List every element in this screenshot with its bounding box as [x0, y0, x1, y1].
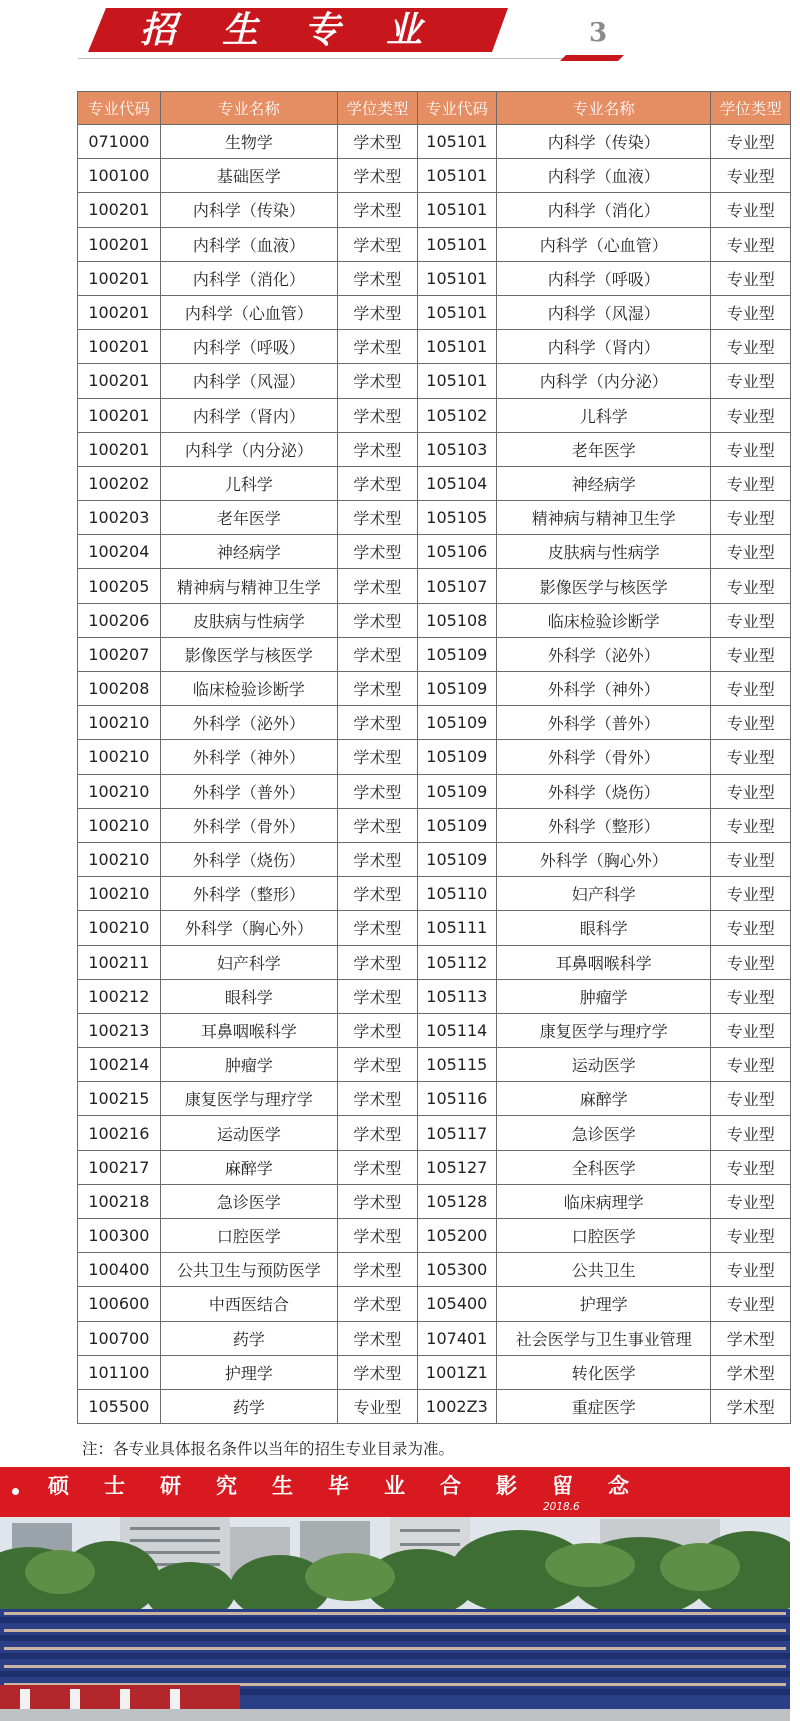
table-cell: 105107	[417, 569, 496, 603]
table-row	[78, 295, 791, 329]
table-cell: 学术型	[338, 911, 417, 945]
table-cell: 100212	[78, 979, 161, 1013]
table-row	[78, 979, 791, 1013]
table-cell: 105101	[417, 193, 496, 227]
table-cell: 临床病理学	[497, 1184, 711, 1218]
table-cell: 妇产科学	[160, 945, 337, 979]
table-cell: 专业型	[711, 911, 791, 945]
table-cell: 专业型	[711, 637, 791, 671]
page-header	[0, 0, 800, 70]
table-cell: 100214	[78, 1048, 161, 1082]
table-cell: 105112	[417, 945, 496, 979]
table-cell: 学术型	[338, 1116, 417, 1150]
table-cell: 专业型	[711, 569, 791, 603]
table-cell: 100215	[78, 1082, 161, 1116]
table-cell: 学术型	[338, 808, 417, 842]
table-cell: 105103	[417, 432, 496, 466]
table-cell: 学术型	[338, 1048, 417, 1082]
table-cell: 学术型	[338, 295, 417, 329]
table-cell: 学术型	[338, 603, 417, 637]
table-row	[78, 1082, 791, 1116]
table-cell: 内科学（肾内）	[160, 398, 337, 432]
table-row	[78, 159, 791, 193]
majors-table	[77, 91, 791, 1424]
table-cell: 105101	[417, 295, 496, 329]
table-row	[78, 1150, 791, 1184]
table-cell: 100201	[78, 330, 161, 364]
table-row	[78, 740, 791, 774]
table-cell: 老年医学	[497, 432, 711, 466]
table-cell: 皮肤病与性病学	[160, 603, 337, 637]
table-cell: 学术型	[338, 672, 417, 706]
table-cell: 100210	[78, 774, 161, 808]
table-cell: 外科学（骨外）	[160, 808, 337, 842]
table-cell: 105109	[417, 842, 496, 876]
table-row	[78, 1321, 791, 1355]
table-cell: 专业型	[711, 842, 791, 876]
table-cell: 105128	[417, 1184, 496, 1218]
table-cell: 外科学（烧伤）	[497, 774, 711, 808]
table-cell: 内科学（内分泌）	[160, 432, 337, 466]
table-cell: 100201	[78, 261, 161, 295]
table-cell: 105101	[417, 159, 496, 193]
table-cell: 100208	[78, 672, 161, 706]
table-cell: 学术型	[338, 1219, 417, 1253]
table-cell: 107401	[417, 1321, 496, 1355]
table-cell: 外科学（普外）	[160, 774, 337, 808]
table-row	[78, 1287, 791, 1321]
table-cell: 100201	[78, 193, 161, 227]
table-cell: 100210	[78, 911, 161, 945]
table-row	[78, 125, 791, 159]
table-cell: 学术型	[338, 1184, 417, 1218]
table-row	[78, 945, 791, 979]
table-cell: 影像医学与核医学	[497, 569, 711, 603]
table-cell: 药学	[160, 1321, 337, 1355]
table-row	[78, 672, 791, 706]
table-cell: 学术型	[338, 842, 417, 876]
table-cell: 内科学（风湿）	[497, 295, 711, 329]
table-cell: 专业型	[711, 501, 791, 535]
table-cell: 公共卫生与预防医学	[160, 1253, 337, 1287]
table-cell: 专业型	[711, 808, 791, 842]
table-cell: 100700	[78, 1321, 161, 1355]
table-cell: 100300	[78, 1219, 161, 1253]
table-cell: 内科学（肾内）	[497, 330, 711, 364]
table-cell: 学术型	[338, 125, 417, 159]
table-cell: 外科学（胸心外）	[160, 911, 337, 945]
table-cell: 专业型	[711, 1184, 791, 1218]
table-cell: 运动医学	[497, 1048, 711, 1082]
table-cell: 100217	[78, 1150, 161, 1184]
table-row	[78, 1355, 791, 1389]
table-cell: 外科学（泌外）	[160, 706, 337, 740]
table-row	[78, 261, 791, 295]
table-cell: 专业型	[711, 364, 791, 398]
table-cell: 学术型	[338, 569, 417, 603]
column-header: 专业代码	[417, 92, 496, 125]
table-row	[78, 603, 791, 637]
table-cell: 生物学	[160, 125, 337, 159]
table-cell: 眼科学	[497, 911, 711, 945]
table-cell: 外科学（烧伤）	[160, 842, 337, 876]
table-cell: 护理学	[497, 1287, 711, 1321]
table-cell: 妇产科学	[497, 877, 711, 911]
table-cell: 学术型	[338, 466, 417, 500]
table-cell: 105109	[417, 672, 496, 706]
column-header: 专业名称	[160, 92, 337, 125]
table-row	[78, 398, 791, 432]
table-row	[78, 535, 791, 569]
table-row	[78, 1048, 791, 1082]
table-cell: 100218	[78, 1184, 161, 1218]
table-cell: 105109	[417, 706, 496, 740]
table-cell: 105101	[417, 125, 496, 159]
table-cell: 105108	[417, 603, 496, 637]
table-row	[78, 877, 791, 911]
table-cell: 内科学（呼吸）	[497, 261, 711, 295]
table-cell: 100213	[78, 1013, 161, 1047]
table-cell: 内科学（内分泌）	[497, 364, 711, 398]
table-cell: 老年医学	[160, 501, 337, 535]
table-cell: 精神病与精神卫生学	[497, 501, 711, 535]
table-cell: 学术型	[338, 1013, 417, 1047]
table-cell: 学术型	[338, 398, 417, 432]
table-cell: 临床检验诊断学	[497, 603, 711, 637]
table-cell: 学术型	[338, 637, 417, 671]
table-cell: 学术型	[338, 1287, 417, 1321]
table-cell: 专业型	[711, 261, 791, 295]
table-row	[78, 1184, 791, 1218]
table-cell: 105114	[417, 1013, 496, 1047]
table-cell: 耳鼻咽喉科学	[497, 945, 711, 979]
table-row	[78, 501, 791, 535]
table-cell: 100100	[78, 159, 161, 193]
table-cell: 105102	[417, 398, 496, 432]
table-cell: 口腔医学	[497, 1219, 711, 1253]
table-row	[78, 1013, 791, 1047]
table-row	[78, 432, 791, 466]
table-cell: 急诊医学	[160, 1184, 337, 1218]
table-cell: 康复医学与理疗学	[160, 1082, 337, 1116]
table-cell: 专业型	[711, 603, 791, 637]
table-cell: 学术型	[338, 774, 417, 808]
table-cell: 100210	[78, 740, 161, 774]
column-header: 学位类型	[338, 92, 417, 125]
table-cell: 内科学（心血管）	[497, 227, 711, 261]
table-cell: 105105	[417, 501, 496, 535]
table-cell: 学术型	[338, 1150, 417, 1184]
table-cell: 外科学（神外）	[160, 740, 337, 774]
table-cell: 专业型	[711, 398, 791, 432]
table-cell: 100204	[78, 535, 161, 569]
table-cell: 100210	[78, 808, 161, 842]
table-cell: 100210	[78, 706, 161, 740]
table-cell: 105109	[417, 808, 496, 842]
table-cell: 药学	[160, 1389, 337, 1423]
table-cell: 口腔医学	[160, 1219, 337, 1253]
table-cell: 肿瘤学	[160, 1048, 337, 1082]
table-cell: 学术型	[338, 501, 417, 535]
table-cell: 100201	[78, 295, 161, 329]
page-number: 3	[588, 18, 608, 48]
table-cell: 专业型	[711, 227, 791, 261]
table-cell: 100211	[78, 945, 161, 979]
bullet-dot	[12, 1488, 19, 1495]
table-cell: 105111	[417, 911, 496, 945]
table-cell: 儿科学	[160, 466, 337, 500]
table-cell: 外科学（普外）	[497, 706, 711, 740]
table-cell: 护理学	[160, 1355, 337, 1389]
table-cell: 专业型	[711, 159, 791, 193]
table-cell: 专业型	[711, 740, 791, 774]
column-header: 专业名称	[497, 92, 711, 125]
table-row	[78, 330, 791, 364]
table-cell: 105116	[417, 1082, 496, 1116]
table-body	[78, 125, 791, 1424]
table-cell: 学术型	[711, 1389, 791, 1423]
table-cell: 临床检验诊断学	[160, 672, 337, 706]
table-row	[78, 466, 791, 500]
group-photo-image	[0, 1517, 790, 1721]
table-cell: 内科学（血液）	[160, 227, 337, 261]
table-cell: 基础医学	[160, 159, 337, 193]
table-cell: 麻醉学	[497, 1082, 711, 1116]
table-cell: 100205	[78, 569, 161, 603]
table-header-row	[78, 92, 791, 125]
table-cell: 100207	[78, 637, 161, 671]
table-cell: 神经病学	[160, 535, 337, 569]
table-cell: 内科学（消化）	[160, 261, 337, 295]
table-cell: 专业型	[711, 1287, 791, 1321]
table-cell: 学术型	[338, 1355, 417, 1389]
table-cell: 105110	[417, 877, 496, 911]
header-rule	[78, 58, 618, 59]
table-cell: 105104	[417, 466, 496, 500]
table-cell: 专业型	[711, 535, 791, 569]
table-cell: 105101	[417, 330, 496, 364]
page-title: 招生专业	[140, 9, 469, 51]
table-cell: 学术型	[338, 432, 417, 466]
table-cell: 学术型	[338, 979, 417, 1013]
table-cell: 100201	[78, 432, 161, 466]
graduation-group-photo	[0, 1517, 790, 1721]
table-row	[78, 1389, 791, 1423]
table-cell: 精神病与精神卫生学	[160, 569, 337, 603]
table-cell: 专业型	[711, 295, 791, 329]
table-cell: 外科学（神外）	[497, 672, 711, 706]
photo-caption-date: 2018.6	[543, 1501, 580, 1513]
table-cell: 学术型	[338, 364, 417, 398]
table-cell: 105106	[417, 535, 496, 569]
table-cell: 专业型	[711, 330, 791, 364]
table-cell: 内科学（风湿）	[160, 364, 337, 398]
table-row	[78, 911, 791, 945]
table-cell: 儿科学	[497, 398, 711, 432]
table-cell: 专业型	[711, 979, 791, 1013]
table-cell: 专业型	[711, 1253, 791, 1287]
table-cell: 学术型	[338, 740, 417, 774]
page-number-bar	[560, 55, 624, 61]
table-row	[78, 1253, 791, 1287]
table-row	[78, 637, 791, 671]
table-cell: 专业型	[338, 1389, 417, 1423]
table-cell: 内科学（传染）	[160, 193, 337, 227]
table-row	[78, 774, 791, 808]
table-cell: 100600	[78, 1287, 161, 1321]
table-cell: 学术型	[338, 535, 417, 569]
table-row	[78, 227, 791, 261]
table-cell: 071000	[78, 125, 161, 159]
table-cell: 外科学（骨外）	[497, 740, 711, 774]
table-cell: 内科学（消化）	[497, 193, 711, 227]
table-cell: 105101	[417, 227, 496, 261]
table-cell: 105113	[417, 979, 496, 1013]
table-cell: 急诊医学	[497, 1116, 711, 1150]
table-cell: 专业型	[711, 877, 791, 911]
table-cell: 1002Z3	[417, 1389, 496, 1423]
photo-caption-band	[0, 1467, 790, 1517]
table-cell: 专业型	[711, 432, 791, 466]
table-cell: 专业型	[711, 706, 791, 740]
table-cell: 专业型	[711, 1082, 791, 1116]
column-header: 专业代码	[78, 92, 161, 125]
table-cell: 专业型	[711, 672, 791, 706]
table-cell: 105400	[417, 1287, 496, 1321]
table-cell: 100210	[78, 877, 161, 911]
table-cell: 学术型	[338, 261, 417, 295]
table-cell: 内科学（血液）	[497, 159, 711, 193]
table-cell: 100201	[78, 364, 161, 398]
table-row	[78, 1219, 791, 1253]
table-cell: 肿瘤学	[497, 979, 711, 1013]
table-cell: 105115	[417, 1048, 496, 1082]
table-cell: 外科学（整形）	[160, 877, 337, 911]
table-cell: 学术型	[338, 159, 417, 193]
table-cell: 专业型	[711, 1048, 791, 1082]
table-cell: 学术型	[711, 1321, 791, 1355]
table-cell: 100400	[78, 1253, 161, 1287]
table-cell: 皮肤病与性病学	[497, 535, 711, 569]
table-cell: 学术型	[338, 227, 417, 261]
table-cell: 内科学（传染）	[497, 125, 711, 159]
table-cell: 全科医学	[497, 1150, 711, 1184]
table-row	[78, 1116, 791, 1150]
table-cell: 105109	[417, 637, 496, 671]
table-cell: 105500	[78, 1389, 161, 1423]
table-cell: 内科学（心血管）	[160, 295, 337, 329]
table-cell: 神经病学	[497, 466, 711, 500]
table-cell: 影像医学与核医学	[160, 637, 337, 671]
table-cell: 100216	[78, 1116, 161, 1150]
table-row	[78, 706, 791, 740]
table-cell: 100210	[78, 842, 161, 876]
table-cell: 外科学（泌外）	[497, 637, 711, 671]
table-cell: 105101	[417, 364, 496, 398]
table-cell: 麻醉学	[160, 1150, 337, 1184]
table-cell: 101100	[78, 1355, 161, 1389]
table-cell: 内科学（呼吸）	[160, 330, 337, 364]
table-cell: 学术型	[338, 1082, 417, 1116]
table-cell: 耳鼻咽喉科学	[160, 1013, 337, 1047]
table-cell: 外科学（胸心外）	[497, 842, 711, 876]
table-cell: 学术型	[338, 193, 417, 227]
table-cell: 外科学（整形）	[497, 808, 711, 842]
table-cell: 专业型	[711, 774, 791, 808]
table-cell: 学术型	[338, 706, 417, 740]
table-cell: 105109	[417, 774, 496, 808]
table-cell: 100201	[78, 227, 161, 261]
table-cell: 专业型	[711, 1116, 791, 1150]
table-row	[78, 193, 791, 227]
table-cell: 学术型	[338, 330, 417, 364]
table-cell: 学术型	[338, 877, 417, 911]
table-cell: 100201	[78, 398, 161, 432]
table-cell: 专业型	[711, 193, 791, 227]
column-header: 学位类型	[711, 92, 791, 125]
table-cell: 眼科学	[160, 979, 337, 1013]
table-cell: 中西医结合	[160, 1287, 337, 1321]
table-cell: 1001Z1	[417, 1355, 496, 1389]
table-cell: 重症医学	[497, 1389, 711, 1423]
table-cell: 105300	[417, 1253, 496, 1287]
footnote: 注：各专业具体报名条件以当年的招生专业目录为准。	[82, 1440, 455, 1458]
table-cell: 公共卫生	[497, 1253, 711, 1287]
table-cell: 康复医学与理疗学	[497, 1013, 711, 1047]
table-cell: 105127	[417, 1150, 496, 1184]
table-cell: 专业型	[711, 466, 791, 500]
table-cell: 专业型	[711, 125, 791, 159]
photo-caption-title: 硕士研究生毕业合影留念	[48, 1473, 664, 1498]
table-cell: 学术型	[338, 1321, 417, 1355]
table-cell: 100203	[78, 501, 161, 535]
table-row	[78, 842, 791, 876]
table-cell: 专业型	[711, 1013, 791, 1047]
table-cell: 100206	[78, 603, 161, 637]
table-cell: 105109	[417, 740, 496, 774]
table-cell: 运动医学	[160, 1116, 337, 1150]
table-cell: 105101	[417, 261, 496, 295]
table-cell: 社会医学与卫生事业管理	[497, 1321, 711, 1355]
table-cell: 105117	[417, 1116, 496, 1150]
table-cell: 105200	[417, 1219, 496, 1253]
table-cell: 学术型	[338, 1253, 417, 1287]
table-cell: 100202	[78, 466, 161, 500]
table-row	[78, 364, 791, 398]
table-cell: 专业型	[711, 1219, 791, 1253]
table-cell: 学术型	[338, 945, 417, 979]
table-row	[78, 569, 791, 603]
table-cell: 专业型	[711, 1150, 791, 1184]
table-cell: 专业型	[711, 945, 791, 979]
table-cell: 学术型	[711, 1355, 791, 1389]
table-cell: 转化医学	[497, 1355, 711, 1389]
table-row	[78, 808, 791, 842]
